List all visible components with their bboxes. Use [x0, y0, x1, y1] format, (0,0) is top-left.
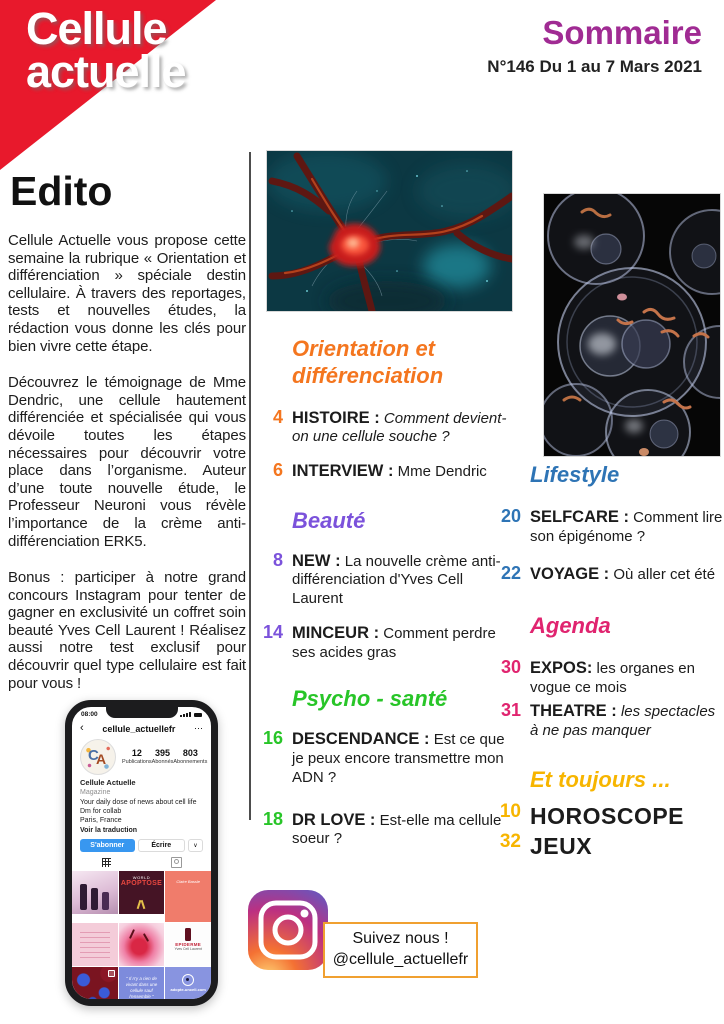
item-desc: Mme Dendric: [397, 463, 487, 481]
instagram-nav-bar: [72, 720, 211, 737]
item-label: HOROSCOPE: [530, 802, 685, 829]
battery-icon: [194, 713, 202, 717]
signal-bar-icon: [180, 715, 182, 717]
page-number: 20: [500, 505, 521, 526]
cell-doodle-icon: [182, 974, 194, 986]
section-title: Lifestyle: [530, 462, 620, 487]
toc-right-column: [494, 462, 724, 861]
section-title: Orientation et différenciation: [292, 336, 444, 388]
grid-post-journalist[interactable]: Claire Bassle: [165, 871, 211, 922]
section-et-toujours: [494, 767, 724, 861]
toc-middle-column: [256, 336, 514, 849]
follow-us-box: [323, 922, 478, 978]
section-psycho-sante: [256, 686, 514, 849]
item-desc: Où aller cet été: [613, 566, 716, 584]
item-label: JEUX: [530, 833, 593, 860]
profile-category: Magazine: [80, 789, 111, 797]
page-number: 18: [262, 808, 283, 829]
grid-post-cell-micro[interactable]: [119, 923, 165, 966]
iphone-mockup: [65, 700, 218, 1006]
follow-button[interactable]: S'abonner: [80, 839, 135, 852]
toc-item: [256, 461, 514, 482]
page-number: 6: [272, 460, 283, 481]
edito-paragraph: Bonus : participer à notre grand concours Instagram pour tenter de gagner en exclusivité un coffret soin beauté Yves Cell Laurent ! Réalisez aussi notre test exclusif pour découvrir quel type cellulaire est fait pour vous !: [8, 569, 246, 692]
status-icons: [180, 712, 202, 717]
grid-post-red-blue-cells[interactable]: [72, 967, 118, 1006]
more-options-icon[interactable]: ⋯: [194, 723, 203, 733]
item-desc: les organes en vogue ce mois: [530, 659, 695, 696]
item-label: NEW :: [292, 551, 341, 570]
item-label: MINCEUR :: [292, 623, 380, 642]
item-desc: Comment perdre ses acides gras: [292, 624, 496, 661]
toc-item: [494, 802, 724, 831]
section-beaute: [256, 508, 514, 663]
cells-image: [543, 193, 721, 457]
grid-post-pink-text[interactable]: [72, 923, 118, 966]
section-agenda: [494, 613, 724, 741]
item-label: DR LOVE :: [292, 810, 376, 829]
column-divider: [249, 152, 251, 820]
edito-paragraph: Découvrez le témoignage de Mme Dendric, une cellule hautement différenciée et spécialisée qui vous dévoile toutes les étapes nécessaires pour découvrir votre place dans l’organisme. Auteur d’une toute nouvelle étude, le Professeur Neuroni vous révèle l’importance de la crème anti-différenciation ERK5.: [8, 374, 246, 550]
grid-post-apoptose[interactable]: WORLD APOPTOSE: [119, 871, 165, 914]
bio-line: Your daily dose of news about cell life: [80, 798, 197, 806]
item-label: DESCENDANCE :: [292, 730, 430, 749]
page-number: 31: [500, 700, 521, 721]
logo-line1: Cellule: [26, 3, 167, 54]
toc-item: [494, 701, 724, 741]
signal-bar-icon: [183, 714, 185, 717]
profile-bio: [72, 775, 211, 835]
item-desc: Est-elle ma cellule soeur ?: [292, 811, 502, 848]
page-number: 4: [272, 406, 283, 427]
toc-item: [494, 832, 724, 861]
toc-item: [494, 658, 724, 698]
item-desc: La nouvelle crème anti-différenciation d'Yves Cell Laurent: [292, 552, 501, 608]
item-desc: Comment lire son épigénome ?: [530, 508, 723, 545]
grid-post-quote[interactable]: " Il n'y a rien de vivant dans une cellule sauf l'ensemble ": [119, 967, 165, 1006]
edito-column: [8, 168, 246, 711]
section-lifestyle: [494, 462, 724, 585]
signal-bar-icon: [186, 713, 188, 717]
item-label: EXPOS:: [530, 658, 593, 677]
status-time: 08:00: [81, 711, 98, 718]
item-desc: Comment devient-on une cellule souche ?: [292, 409, 507, 446]
page-number: 16: [262, 728, 283, 749]
profile-stats: [122, 749, 207, 765]
signal-bar-icon: [189, 712, 191, 717]
item-label: SELFCARE :: [530, 507, 629, 526]
profile-name: Cellule Actuelle: [80, 778, 136, 787]
follow-handle: @cellule_actuellefr: [332, 951, 469, 968]
item-label: INTERVIEW :: [292, 462, 394, 481]
expand-button[interactable]: ∨: [188, 839, 203, 852]
item-desc: les spectacles à ne pas manquer: [530, 703, 716, 740]
page-number: 30: [500, 656, 521, 677]
avatar[interactable]: C A: [80, 739, 116, 775]
instagram-logo-icon[interactable]: [246, 888, 330, 972]
toc-item: [256, 408, 514, 448]
profile-actions: [72, 835, 211, 852]
section-title: Psycho - santé: [292, 686, 448, 712]
multi-post-icon: [108, 970, 115, 977]
profile-header: [72, 737, 211, 775]
toc-item: [256, 729, 514, 787]
item-desc: Est ce que je peux encore transmettre mon ADN ?: [292, 731, 505, 786]
tab-grid[interactable]: [72, 855, 142, 869]
page-number: 32: [499, 831, 521, 853]
page-title: Sommaire: [542, 14, 702, 51]
magazine-logo: [26, 3, 186, 97]
section-title: Beauté: [292, 507, 366, 533]
profile-username: cellule_actuellefr: [102, 723, 176, 734]
grid-post-epiderme[interactable]: EPIDERME Yves Cell Laurent: [165, 923, 211, 966]
section-title: Agenda: [530, 613, 611, 639]
flask-icon: [185, 928, 191, 941]
back-icon[interactable]: ‹: [80, 722, 84, 734]
grid-post-adopte[interactable]: adopte-uncell.com: [165, 967, 211, 1006]
edito-paragraph: Cellule Actuelle vous propose cette semaine la rubrique « Orientation et différenciation » spéciale destin cellulaire. À travers des reportages, tests et nouvelles études, la rédaction vous donne les clés pour bien vivre cette étape.: [8, 232, 246, 355]
photo-grid: [72, 871, 211, 1006]
item-label: THEATRE :: [530, 702, 617, 721]
see-translation-link[interactable]: Voir la traduction: [80, 826, 138, 834]
page-number: 14: [262, 621, 283, 642]
page-number: 22: [500, 563, 521, 584]
bio-line: Paris, France: [80, 817, 122, 825]
toc-item: [256, 810, 514, 850]
item-label: VOYAGE :: [530, 565, 610, 584]
phone-notch: [106, 707, 178, 718]
ribbon-icon: [140, 900, 145, 909]
toc-item: [494, 564, 724, 585]
logo-line2: actuelle: [26, 45, 186, 97]
toc-item: [256, 623, 514, 663]
tagged-icon: [171, 857, 182, 868]
stat-followers[interactable]: 395 Abonnés: [151, 748, 174, 765]
stat-following[interactable]: 803 Abonnements: [173, 748, 208, 765]
tab-tagged[interactable]: [142, 855, 212, 869]
neuron-image: [266, 150, 513, 312]
section-title: Et toujours ...: [530, 766, 671, 792]
item-label: HISTOIRE :: [292, 408, 380, 427]
section-orientation: [256, 336, 514, 482]
toc-item: [494, 507, 724, 547]
page-number: 8: [272, 549, 283, 570]
message-button[interactable]: Écrire: [138, 839, 185, 852]
page-number: 10: [499, 800, 521, 822]
grid-post-cosmetics[interactable]: [72, 871, 118, 914]
follow-line1: Suivez nous !: [352, 930, 449, 948]
grid-icon: [102, 858, 111, 867]
profile-tabs: [72, 855, 211, 869]
stat-posts[interactable]: 12 Publications: [122, 748, 152, 765]
toc-item: [256, 551, 514, 609]
bio-line: Dm for collab: [80, 808, 122, 815]
issue-info: N°146 Du 1 au 7 Mars 2021: [487, 57, 702, 76]
edito-heading: Edito: [10, 168, 113, 214]
